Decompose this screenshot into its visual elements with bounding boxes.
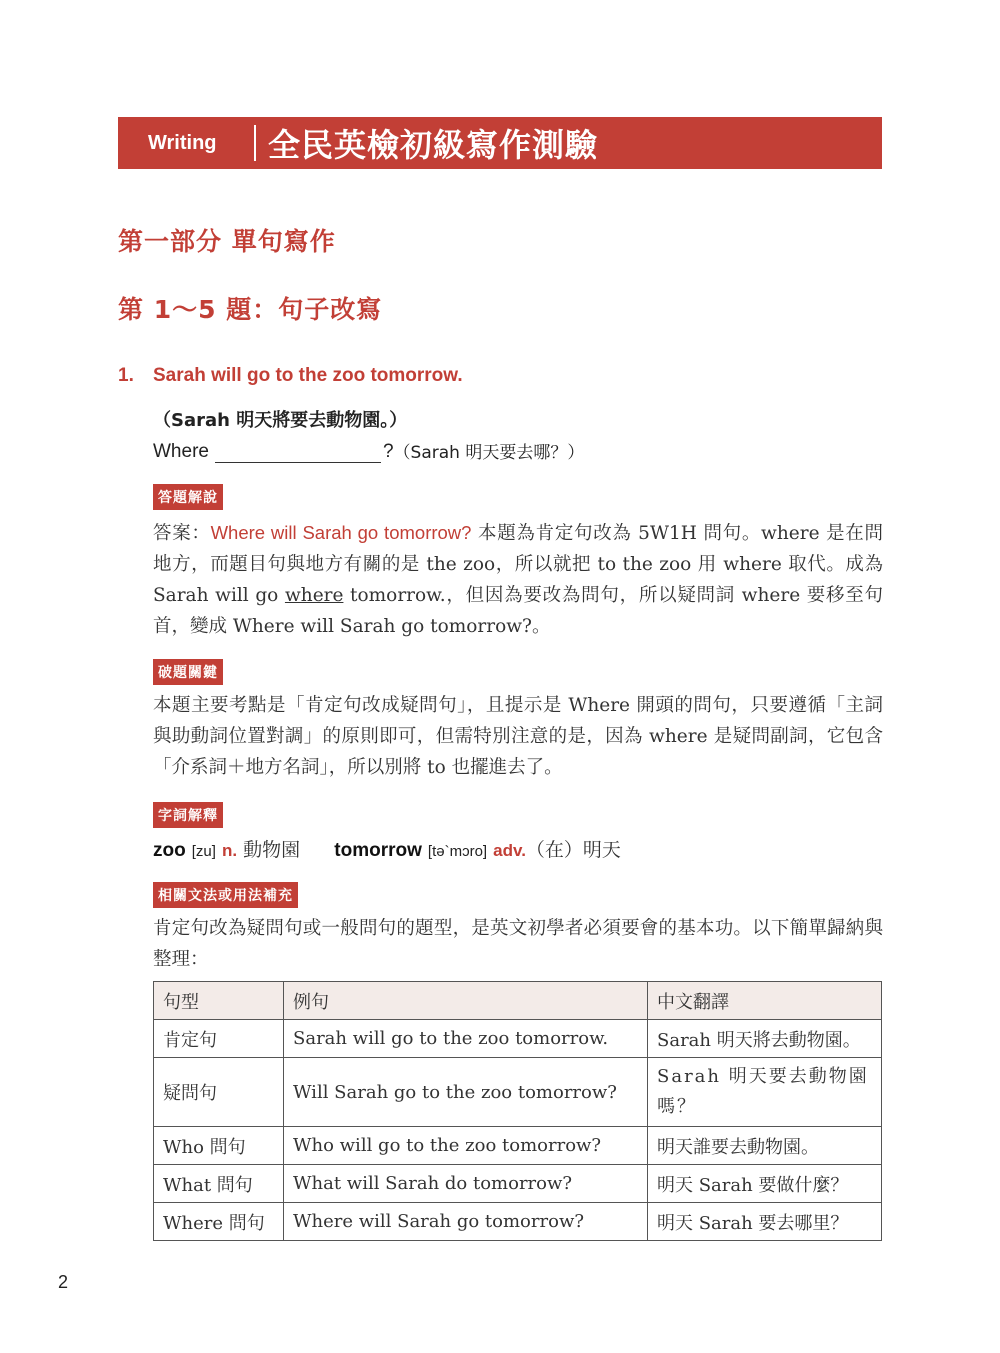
answer-body-1: 本題為肯定句改為 5W1H 問句。where 是在問地方，而題目句與地方有關的是 the zoo，所以就把 to the zoo 用 where 取代。成為 Sarah will go bbox=[153, 523, 883, 606]
table-row bbox=[154, 1203, 882, 1241]
page-number: 2 bbox=[58, 1272, 69, 1292]
header-pattern: 句型 bbox=[154, 982, 284, 1020]
answer-explanation bbox=[153, 517, 883, 642]
answer-underlined-word: where bbox=[284, 585, 344, 606]
banner-tag: Writing bbox=[148, 131, 217, 154]
label-grammar-supplement: 相關文法或用法補充 bbox=[153, 882, 298, 908]
answer-blank bbox=[215, 440, 381, 463]
vocab-item bbox=[334, 839, 621, 861]
vocab-phonetic: [zu] bbox=[191, 843, 216, 860]
table-row bbox=[154, 1165, 882, 1203]
label-vocabulary: 字詞解釋 bbox=[153, 802, 223, 828]
grammar-table bbox=[153, 981, 882, 1241]
question-translation: （Sarah 明天將要去動物園。） bbox=[153, 410, 408, 431]
vocab-pos: adv. bbox=[493, 841, 526, 860]
answer-prefix: 答案： bbox=[153, 523, 211, 544]
header-example: 例句 bbox=[284, 982, 648, 1020]
question-text: Sarah will go to the zoo tomorrow. bbox=[153, 365, 463, 386]
cell-translation: 明天 Sarah 要去哪里？ bbox=[648, 1203, 882, 1241]
subsection-heading: 第 1～5 題：句子改寫 bbox=[118, 295, 383, 324]
vocab-word: tomorrow bbox=[334, 840, 422, 861]
table-row bbox=[154, 1058, 882, 1127]
vocab-word: zoo bbox=[153, 840, 186, 861]
cell-example: Where will Sarah go tomorrow? bbox=[284, 1203, 648, 1241]
question-prompt bbox=[153, 438, 584, 463]
part-heading: 第一部分 單句寫作 bbox=[118, 227, 336, 256]
answer-text: Where will Sarah go tomorrow? bbox=[210, 522, 472, 543]
key-point-text: 本題主要考點是「肯定句改成疑問句」，且提示是 Where 開頭的問句，只要遵循「主詞與助動詞位置對調」的原則即可，但需特別注意的是，因為 where 是疑問副詞，它包含「介系詞＋地方名詞」，所以別將 to 也擺進去了。 bbox=[153, 695, 883, 778]
cell-translation: 明天誰要去動物園。 bbox=[648, 1127, 882, 1165]
table-row bbox=[154, 1020, 882, 1058]
cell-pattern: 疑問句 bbox=[154, 1058, 284, 1127]
cell-translation: Sarah 明天將去動物園。 bbox=[648, 1020, 882, 1058]
cell-pattern: Who 問句 bbox=[154, 1127, 284, 1165]
grammar-intro: 肯定句改為疑問句或一般問句的題型，是英文初學者必須要會的基本功。以下簡單歸納與整理： bbox=[153, 918, 883, 970]
prompt-hint: （Sarah 明天要去哪？） bbox=[393, 443, 585, 463]
vocab-meaning: 動物園 bbox=[243, 839, 301, 861]
label-answer-explanation: 答題解說 bbox=[153, 484, 223, 510]
question-number: 1. bbox=[118, 365, 134, 386]
cell-translation: 明天 Sarah 要做什麼？ bbox=[648, 1165, 882, 1203]
cell-example: Will Sarah go to the zoo tomorrow? bbox=[284, 1058, 648, 1127]
prompt-end: ? bbox=[382, 441, 394, 462]
vocab-meaning: （在）明天 bbox=[525, 839, 621, 861]
table-row bbox=[154, 1127, 882, 1165]
banner-divider bbox=[254, 125, 256, 161]
table-header-row bbox=[154, 982, 882, 1020]
cell-pattern: 肯定句 bbox=[154, 1020, 284, 1058]
vocab-item bbox=[153, 839, 306, 861]
answer-body-2: tomorrow.，但因為要改為問句，所以疑問詞 where 要移至句首，變成 Where will Sarah go tomorrow?。 bbox=[153, 585, 884, 637]
vocab-phonetic: [tə`mɔro] bbox=[427, 843, 488, 860]
vocab-pos: n. bbox=[222, 841, 238, 860]
label-key-point: 破題關鍵 bbox=[153, 659, 223, 685]
question-sentence bbox=[118, 365, 463, 387]
vocab-list bbox=[153, 835, 621, 862]
cell-example: Who will go to the zoo tomorrow? bbox=[284, 1127, 648, 1165]
prompt-start: Where bbox=[153, 441, 209, 462]
banner-title: 全民英檢初級寫作測驗 bbox=[268, 126, 599, 164]
chapter-banner bbox=[118, 117, 882, 169]
cell-pattern: Where 問句 bbox=[154, 1203, 284, 1241]
cell-pattern: What 問句 bbox=[154, 1165, 284, 1203]
cell-translation: Sarah 明天要去動物園嗎？ bbox=[648, 1058, 882, 1127]
header-translation: 中文翻譯 bbox=[648, 982, 882, 1020]
cell-example: Sarah will go to the zoo tomorrow. bbox=[284, 1020, 648, 1058]
cell-example: What will Sarah do tomorrow? bbox=[284, 1165, 648, 1203]
